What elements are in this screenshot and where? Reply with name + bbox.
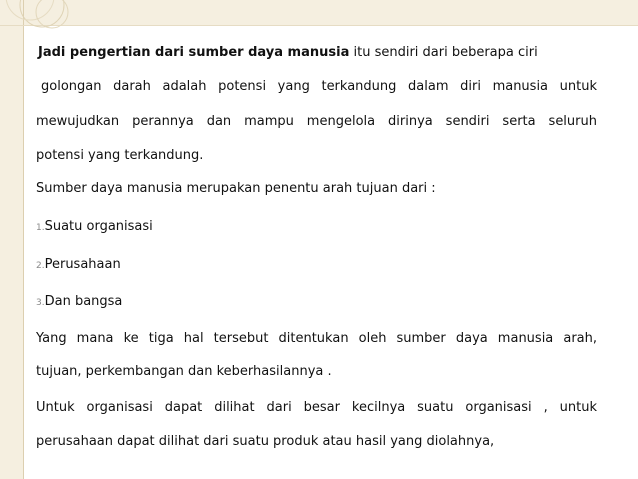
paragraph-4-line-2: perusahaan dapat dilihat dari suatu produk atau hasil yang diolahnya, bbox=[36, 434, 495, 449]
list-item bbox=[36, 257, 597, 274]
list-item bbox=[36, 219, 597, 236]
paragraph-3-line-1: Yang mana ke tiga hal tersebut ditentukan oleh sumber daya manusia arah, bbox=[36, 331, 597, 346]
list-item bbox=[36, 294, 597, 311]
paragraph-1-line-3: mewujudkan perannya dan mampu mengelola dirinya sendiri serta seluruh bbox=[36, 114, 597, 129]
paragraph-1-line-1 bbox=[38, 45, 597, 61]
paragraph-4-line-1: Untuk organisasi dapat dilihat dari besar kecilnya suatu organisasi , untuk bbox=[36, 400, 597, 415]
paragraph-3-line-2: tujuan, perkembangan dan keberhasilannya . bbox=[36, 364, 332, 379]
definition-heading: Jadi pengertian dari sumber daya manusia bbox=[38, 45, 350, 60]
paragraph-1-line-4: potensi yang terkandung. bbox=[36, 148, 204, 163]
list-number: 1. bbox=[36, 223, 45, 233]
list-number: 2. bbox=[36, 261, 45, 271]
paragraph-1-line-2: golongan darah adalah potensi yang terkandung dalam diri manusia untuk bbox=[41, 79, 597, 94]
definition-text-start: itu sendiri dari beberapa ciri bbox=[349, 45, 538, 60]
list-number: 3. bbox=[36, 298, 45, 308]
list-item-label: Dan bangsa bbox=[44, 294, 123, 309]
paragraph-2-line-1: Sumber daya manusia merupakan penentu arah tujuan dari : bbox=[36, 181, 436, 196]
list-item-label: Perusahaan bbox=[44, 257, 121, 272]
list-item-label: Suatu organisasi bbox=[44, 219, 153, 234]
